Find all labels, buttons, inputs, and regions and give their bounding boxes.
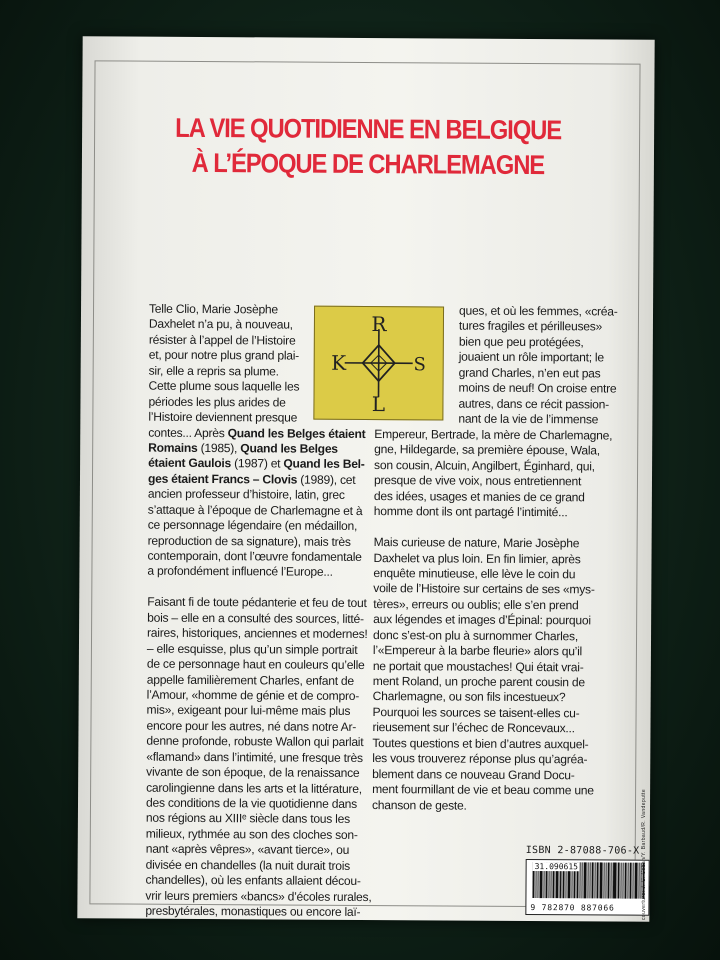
- text-run: Quand les Belges: [240, 441, 338, 456]
- text-line: [148, 410, 374, 427]
- barcode-bar: [612, 863, 613, 899]
- text-run: milieux, rythmée au son des cloches son-: [145, 826, 358, 842]
- text-line: voile de l’Histoire sur certains de ses «mys-: [373, 581, 595, 597]
- text-line: [147, 657, 373, 674]
- text-line: blement dans ce nouveau Grand Docu-: [372, 766, 575, 782]
- text-line: [145, 873, 371, 890]
- barcode-bar: [625, 863, 627, 899]
- barcode-bar: [618, 863, 620, 899]
- text-run: carolingienne dans les arts et la littérature,: [146, 780, 362, 796]
- text-run: – elle esquisse, plus qu’un simple portrait: [146, 641, 358, 657]
- text-line: jouaient un rôle important; le: [458, 349, 604, 365]
- text-run: Daxhelet n’a pu, à nouveau,: [148, 317, 293, 332]
- barcode-bar: [582, 862, 583, 898]
- left-column-text: [145, 302, 375, 921]
- text-run: ce personnage légendaire (en médaillon,: [147, 517, 358, 534]
- text-line: [148, 518, 374, 535]
- text-line: bien que peu protégées,: [458, 334, 584, 350]
- barcode-bar: [603, 862, 604, 898]
- text-line: Pourquoi les sources se taisent-elles cu-: [372, 704, 580, 721]
- book-title: [116, 110, 620, 183]
- text-line: [147, 703, 373, 720]
- barcode-top-number: 31.090615: [534, 862, 579, 872]
- text-line: enquête minutieuse, elle lève le coin du: [373, 565, 576, 582]
- text-run: Quand les Bel-: [283, 456, 365, 472]
- text-line: [149, 333, 375, 350]
- text-run: contemporain, dont l’œuvre fondamentale: [147, 548, 362, 564]
- text-run: de ce personnage haut en couleurs qu’elle: [146, 656, 365, 673]
- text-run: mis», exigeant pour lui-même mais plus: [146, 703, 351, 719]
- text-line: [146, 718, 372, 735]
- text-run: l’Histoire deviennent presque: [148, 409, 298, 425]
- text-run: (1985),: [197, 440, 241, 456]
- text-line: chanson de geste.: [371, 797, 467, 813]
- text-line: gne, Hildegarde, sa première épouse, Wala,: [374, 442, 600, 458]
- text-line: [148, 425, 374, 442]
- text-line: [145, 888, 371, 905]
- text-run: Faisant fi de toute pédanterie et feu de tout: [147, 594, 367, 611]
- text-line: tères», erreurs ou oublis; elle s’en prend: [373, 596, 579, 613]
- monogram-letter-l: L: [371, 392, 386, 417]
- text-run: ancien professeur d’histoire, latin, grec: [147, 486, 345, 503]
- barcode-bar: [621, 863, 622, 899]
- text-run: s’attaque à l’époque de Charlemagne et à: [147, 502, 363, 518]
- text-line: [148, 441, 374, 458]
- text-run: l’Amour, «homme de génie et de compro-: [146, 687, 360, 703]
- title-line-2: À L’ÉPOQUE DE CHARLEMAGNE: [191, 147, 545, 181]
- text-run: bois – elle en a consulté des sources, litté-: [147, 610, 364, 626]
- text-run: Quand les Belges étaient: [227, 425, 366, 441]
- text-run: et, pour notre plus grand plai-: [148, 347, 300, 363]
- text-line: [149, 302, 375, 319]
- text-run: encore pour les autres, né dans notre Ar-: [146, 718, 357, 734]
- barcode-bar: [587, 862, 588, 898]
- barcode-bar: [607, 862, 609, 898]
- text-line: Mais curieuse de nature, Marie Josèphe: [373, 535, 580, 551]
- text-run: Romains: [148, 440, 198, 455]
- barcode-bar: [635, 863, 638, 899]
- text-line: grand Charles, n’en eut pas: [458, 365, 601, 381]
- text-run: Cette plume sous laquelle les: [148, 378, 300, 394]
- monogram-letter-r: R: [371, 312, 387, 337]
- text-run: périodes les plus arides de: [148, 394, 286, 410]
- text-line: Toutes questions et bien d’autres auxquel-: [372, 735, 589, 752]
- text-run: vrir leurs premiers «bancs» d’écoles rurales,: [145, 888, 372, 904]
- text-line: [148, 394, 374, 411]
- text-run: denne profonde, robuste Wallon qui parlait: [146, 733, 364, 750]
- barcode-bar: [614, 863, 617, 899]
- barcode: [525, 859, 649, 916]
- text-run: raires, historiques, anciennes et modernes!: [147, 625, 368, 642]
- text-line: [148, 502, 374, 519]
- text-line: [146, 780, 372, 797]
- text-line: Empereur, Bertrade, la mère de Charlemagne,: [374, 427, 613, 443]
- text-line: [146, 765, 372, 782]
- text-run: chandelles), où les enfants allaient décou-: [145, 872, 361, 889]
- text-line: [147, 549, 373, 566]
- text-line: [148, 487, 374, 504]
- text-run: ges étaient Francs – Clovis: [147, 471, 298, 487]
- text-run: des conditions de la vie quotidienne dans: [145, 795, 358, 811]
- text-run: nant «après vêpres», «avant tierce», ou: [145, 841, 350, 858]
- barcode-bar: [605, 862, 606, 898]
- text-line: les vous trouverez réponse plus qu’agréa-: [372, 751, 588, 767]
- text-line: [147, 688, 373, 705]
- text-line: ment fourmillant de vie et beau comme une: [372, 782, 594, 798]
- text-line: [146, 857, 372, 874]
- text-line: ment Roland, un proche parent cousin de: [372, 674, 585, 690]
- monogram-letter-k: K: [331, 350, 347, 375]
- text-line: des idées, usages et manies de ce grand: [373, 488, 585, 505]
- text-line: rieusement sur l’échec de Roncevaux...: [372, 720, 575, 736]
- text-line: aux légendes et images d’Épinal: pourquoi: [373, 612, 591, 628]
- barcode-bar: [589, 862, 590, 898]
- text-line: [146, 827, 372, 844]
- text-line: [146, 749, 372, 766]
- isbn-number: ISBN 2-87088-706-X: [525, 844, 640, 857]
- text-line: ques, et où les femmes, «créa-: [458, 303, 618, 319]
- text-line: [146, 796, 372, 813]
- text-line: [147, 595, 373, 612]
- text-line: [148, 533, 374, 550]
- text-line: ne portait que moustaches! Qui était vrai-: [372, 658, 584, 674]
- text-line: Charlemagne, ou son fils incestueux?: [372, 689, 566, 705]
- text-line: [147, 672, 373, 689]
- text-line: son cousin, Alcuin, Angilbert, Éginhard, qui,: [374, 457, 595, 474]
- text-line: [147, 564, 373, 581]
- text-line: [149, 363, 375, 380]
- text-line: [146, 842, 372, 859]
- text-line: [149, 317, 375, 334]
- monogram-letter-s: S: [413, 354, 426, 376]
- barcode-bar: [630, 863, 632, 899]
- text-line: [149, 348, 375, 365]
- text-line: Daxhelet va plus loin. En fin limier, après: [373, 550, 581, 566]
- right-column-wide-text: [372, 427, 612, 814]
- text-line: l’«Empereur à la barbe fleurie» alors qu’il: [372, 643, 583, 659]
- text-line: nant de la vie de l’immense: [458, 411, 599, 427]
- barcode-bar: [610, 862, 611, 898]
- text-run: divisée en chandelles (la nuit durait trois: [145, 857, 351, 873]
- text-run: vivante de son époque, de la renaissance: [146, 764, 360, 781]
- barcode-bar: [594, 862, 595, 898]
- text-run: (1987) et: [231, 456, 284, 471]
- text-run: contes... Après: [148, 425, 228, 440]
- text-line: [149, 379, 375, 396]
- text-run: Telle Clio, Marie Josèphe: [148, 301, 278, 317]
- cover-credit: couverture: J.-C. Coban/Y. Barbaud/R. Vandeputte: [641, 788, 647, 920]
- barcode-digits: 9 782870 887066: [530, 903, 615, 913]
- text-line: [147, 610, 373, 627]
- text-run: a profondément influencé l’Europe...: [147, 564, 333, 580]
- barcode-bar: [599, 862, 602, 898]
- text-line: [146, 811, 372, 828]
- text-line: [147, 626, 373, 643]
- text-line: tures fragiles et périlleuses»: [458, 319, 603, 334]
- text-line: presque de vive voix, nous entretiennent: [373, 473, 582, 489]
- barcode-bar: [596, 862, 598, 898]
- barcode-bar: [583, 862, 586, 898]
- text-line: [374, 520, 612, 537]
- text-run: étaient Gaulois: [148, 456, 232, 471]
- text-line: homme dont ils ont partagé l’intimité...: [373, 504, 568, 520]
- text-run: appelle familièrement Charles, enfant de: [146, 672, 354, 688]
- right-column-top-text: [458, 304, 617, 428]
- text-line: [145, 904, 371, 921]
- text-line: moins de neuf! On croise entre: [458, 380, 617, 396]
- title-line-1: LA VIE QUOTIDIENNE EN BELGIQUE: [175, 112, 562, 146]
- text-line: [146, 734, 372, 751]
- barcode-bar: [591, 862, 593, 898]
- text-run: sir, elle a repris sa plume.: [148, 363, 279, 379]
- text-run: presbytérales, monastiques ou encore laï-: [145, 903, 361, 920]
- text-line: [148, 456, 374, 473]
- text-run: nos régions au XIIIᵉ siècle dans tous les: [145, 811, 350, 827]
- text-line: [147, 580, 373, 597]
- text-run: (1989), cet: [297, 472, 356, 487]
- text-run: «flamand» dans l’intimité, une fresque très: [146, 749, 363, 765]
- text-line: autres, dans ce récit passion-: [458, 396, 609, 412]
- text-line: donc s’est-on plu à surnommer Charles,: [373, 627, 579, 643]
- text-line: [148, 471, 374, 488]
- text-run: reproduction de sa signature), mais très: [147, 533, 351, 549]
- text-run: résister à l’appel de l’Histoire: [148, 332, 296, 348]
- text-line: [147, 641, 373, 658]
- book-back-cover: [77, 36, 654, 921]
